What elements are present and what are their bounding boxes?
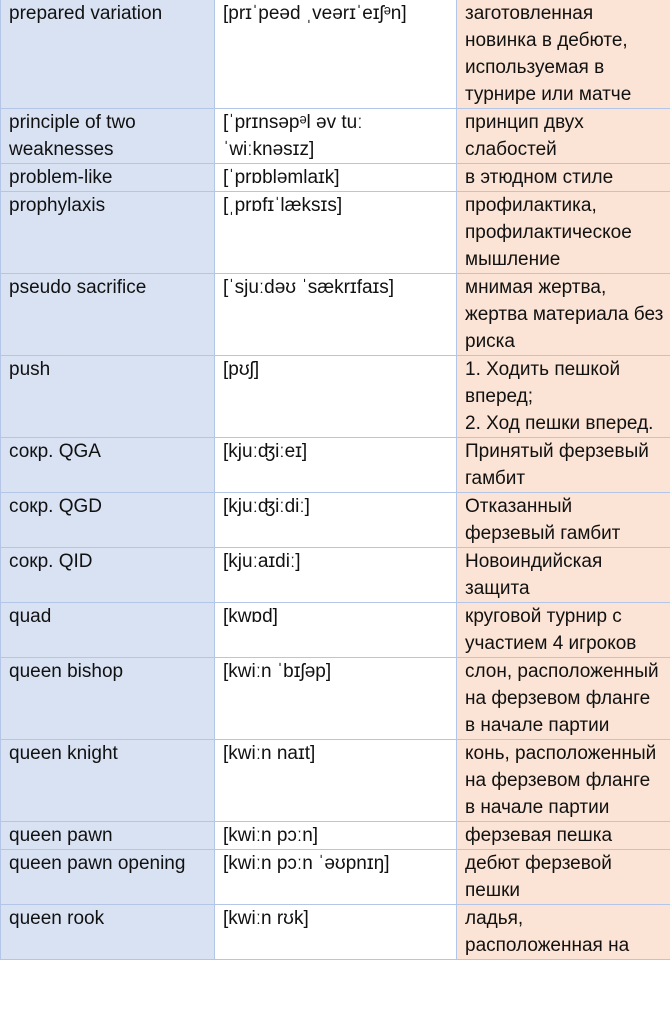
table-row	[1, 356, 670, 438]
table-row	[1, 658, 670, 740]
term-cell: queen bishop	[1, 658, 215, 740]
table-row	[1, 850, 670, 905]
table-row	[1, 603, 670, 658]
pronunciation-cell: [prɪˈpeəd ˌveərɪˈeɪʃᵊn]	[215, 0, 457, 109]
term-cell: queen rook	[1, 905, 215, 960]
table-row	[1, 822, 670, 850]
translation-cell: конь, расположенный на ферзевом фланге в начале партии	[457, 740, 670, 822]
table-row	[1, 192, 670, 274]
pronunciation-cell: [kwiːn pɔːn]	[215, 822, 457, 850]
pronunciation-cell: [kwɒd]	[215, 603, 457, 658]
translation-cell: ферзевая пешка	[457, 822, 670, 850]
table-row	[1, 740, 670, 822]
term-cell: queen knight	[1, 740, 215, 822]
pronunciation-cell: [kwiːn pɔːn ˈəʊpnɪŋ]	[215, 850, 457, 905]
translation-cell: ладья, расположенная на	[457, 905, 670, 960]
pronunciation-cell: [kjuːʤiːeɪ]	[215, 438, 457, 493]
pronunciation-cell: [kwiːn ˈbɪʃəp]	[215, 658, 457, 740]
term-cell: сокр. QID	[1, 548, 215, 603]
pronunciation-cell: [ˈprɪnsəpᵊl əv tuː ˈwiːknəsɪz]	[215, 109, 457, 164]
translation-cell: профилактика, профилактическое мышление	[457, 192, 670, 274]
term-cell: сокр. QGD	[1, 493, 215, 548]
term-cell: сокр. QGA	[1, 438, 215, 493]
glossary-body	[1, 0, 670, 960]
translation-cell: слон, расположенный на ферзевом фланге в начале партии	[457, 658, 670, 740]
pronunciation-cell: [kwiːn naɪt]	[215, 740, 457, 822]
term-cell: prepared variation	[1, 0, 215, 109]
translation-cell: Новоиндийская защита	[457, 548, 670, 603]
translation-cell: круговой турнир с участием 4 игроков	[457, 603, 670, 658]
translation-cell: 1. Ходить пешкой вперед; 2. Ход пешки вперед.	[457, 356, 670, 438]
pronunciation-cell: [kjuːʤiːdiː]	[215, 493, 457, 548]
table-row	[1, 274, 670, 356]
pronunciation-cell: [kwiːn rʊk]	[215, 905, 457, 960]
table-row	[1, 109, 670, 164]
pronunciation-cell: [ˈprɒbləmlaɪk]	[215, 164, 457, 192]
translation-cell: заготовленная новинка в дебюте, используемая в турнире или матче	[457, 0, 670, 109]
translation-cell: принцип двух слабостей	[457, 109, 670, 164]
term-cell: push	[1, 356, 215, 438]
table-row	[1, 905, 670, 960]
pronunciation-cell: [ˌprɒfɪˈlæksɪs]	[215, 192, 457, 274]
term-cell: quad	[1, 603, 215, 658]
term-cell: principle of two weaknesses	[1, 109, 215, 164]
term-cell: prophylaxis	[1, 192, 215, 274]
translation-cell: дебют ферзевой пешки	[457, 850, 670, 905]
pronunciation-cell: [ˈsjuːdəʊ ˈsækrɪfaɪs]	[215, 274, 457, 356]
pronunciation-cell: [pʊʃ]	[215, 356, 457, 438]
term-cell: pseudo sacrifice	[1, 274, 215, 356]
pronunciation-cell: [kjuːaɪdiː]	[215, 548, 457, 603]
term-cell: problem-like	[1, 164, 215, 192]
table-row	[1, 164, 670, 192]
table-row	[1, 0, 670, 109]
table-row	[1, 438, 670, 493]
table-row	[1, 493, 670, 548]
translation-cell: в этюдном стиле	[457, 164, 670, 192]
translation-cell: Отказанный ферзевый гамбит	[457, 493, 670, 548]
table-row	[1, 548, 670, 603]
term-cell: queen pawn opening	[1, 850, 215, 905]
term-cell: queen pawn	[1, 822, 215, 850]
translation-cell: мнимая жертва, жертва материала без риска	[457, 274, 670, 356]
translation-cell: Принятый ферзевый гамбит	[457, 438, 670, 493]
